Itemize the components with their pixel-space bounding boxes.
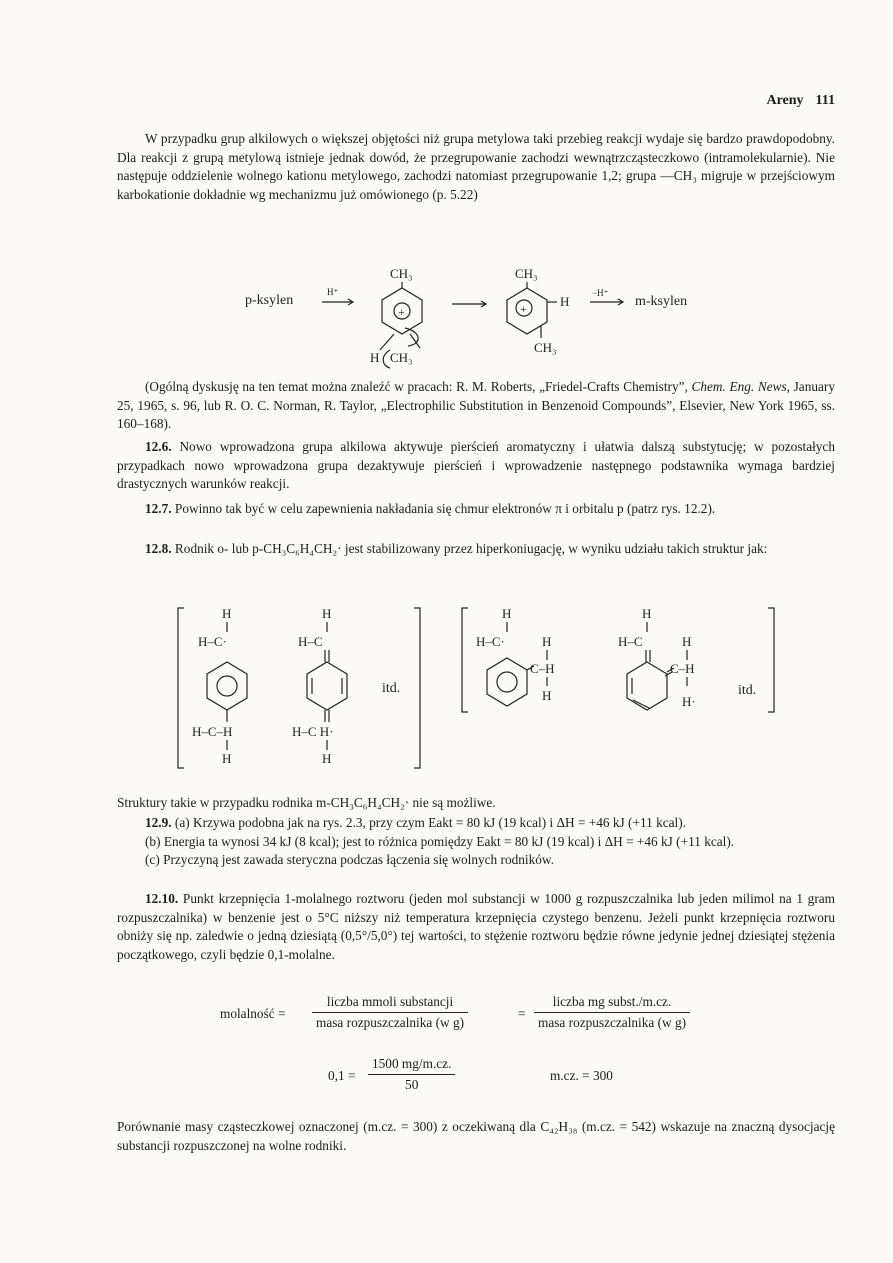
h-1: H — [370, 350, 380, 365]
page-number: 111 — [815, 93, 835, 108]
svg-text:H: H — [542, 634, 552, 649]
molality-formula: molalność = liczba mmoli substancji masa rozpuszczalnika (w g) = liczba mg subst./m.cz. masa rozpuszczalnika (w g) — [220, 992, 780, 1036]
svg-text:H: H — [502, 606, 512, 621]
ch3-top-1: CH₃ — [390, 266, 413, 281]
item-12-7: 12.7. Powinno tak być w celu zapewnienia nakładania się chmur elektronów π i orbitalu p (patrz rys. 12.2). — [145, 501, 716, 516]
bracket-left-1 — [178, 608, 184, 768]
svg-text:H–C·: H–C· — [476, 634, 505, 649]
svg-text:H–C: H–C — [298, 634, 323, 649]
item-12-10: 12.10. Punkt krzepnięcia 1-molalnego roztworu (jeden mol substancji w 1000 g rozpuszczalnika lub jeden milimol na 1 gram rozpuszczalnika) w benzenie jest o 5°C niższy niż temperatura krzepnięcia czystego benzenu. Jeżeli punkt krzepnięcia roztworu obniży się np. zaledwie o jedną dziesiątą (0,5°/5,0°) tej wartości, to stężenie roztworu będzie równe jedynie jednej dziesiątej stężenia początkowego, czyli będzie 0,1-molalne. — [117, 891, 835, 962]
end-label: m-ksylen — [635, 294, 688, 309]
arrow2-label: −H⁺ — [592, 288, 609, 298]
svg-text:C–H: C–H — [530, 661, 555, 676]
svg-text:H–C H·: H–C H· — [292, 724, 334, 739]
fraction-1: liczba mmoli substancji masa rozpuszczalnika (w g) — [312, 992, 468, 1033]
bracket-right-1 — [414, 608, 420, 768]
ring-d — [627, 662, 667, 710]
plus-1: + — [398, 305, 405, 319]
molar-mass-result: m.cz. = 300 — [550, 1068, 613, 1083]
svg-text:H: H — [542, 688, 552, 703]
svg-text:H: H — [682, 634, 692, 649]
bracket-left-2 — [462, 608, 468, 712]
arrow1-label: H⁺ — [327, 287, 339, 297]
running-title: Areny — [766, 93, 804, 108]
svg-text:H: H — [222, 606, 232, 621]
page-header — [766, 93, 835, 109]
conclusion-paragraph: Porównanie masy cząsteczkowej oznaczonej (m.cz. = 300) z oczekiwaną dla C₄₂H₃₈ (m.cz. = 542) wskazuje na znaczną dysocjację substancji rozpuszczonej na wolne rodniki. — [117, 1119, 835, 1153]
ch3-bottom-2: CH₃ — [534, 340, 557, 355]
ring-b — [307, 662, 347, 710]
start-label: p-ksylen — [245, 293, 294, 308]
svg-text:H–C–H: H–C–H — [192, 724, 233, 739]
ring-a — [207, 662, 247, 710]
item-12-8: 12.8. Rodnik o- lub p-CH₃C₆H₄CH₂· jest stabilizowany przez hiperkoniugację, w wyniku udziału takich struktur jak: — [145, 541, 768, 556]
svg-text:C–H: C–H — [670, 661, 695, 676]
item-12-6: 12.6. Nowo wprowadzona grupa alkilowa aktywuje pierścień aromatyczny i ułatwia dalszą substytucję; w pozostałych przypadkach nowo wprowadzona grupa dezaktywuje pierścień i wprowadzenie następnego podstawnika wymaga bardziej drastycznych warunków reakcji. — [117, 439, 835, 492]
svg-text:H–C: H–C — [618, 634, 643, 649]
item-12-9: 12.9. (a) Krzywa podobna jak na rys. 2.3, przy czym Eakt = 80 kJ (19 kcal) i ΔH = +46 kJ (+11 kcal). (b) Energia ta wynosi 34 kJ (8 kcal); jest to różnica pomiędzy Eakt = 80 kJ (19 kcal) i ΔH = +46 kJ (+11 kcal). (c) Przyczyną jest zawada steryczna podczas łączenia się wolnych rodników. — [145, 815, 735, 868]
svg-text:H: H — [222, 751, 232, 766]
fraction-2: liczba mg subst./m.cz. masa rozpuszczalnika (w g) — [534, 992, 690, 1033]
references-block: (Ogólną dyskusję na ten temat można znaleźć w pracach: R. M. Roberts, „Friedel-Crafts Chemistry”, Chem. Eng. News, January 25, 1965, s. 96, lub R. O. C. Norman, R. Taylor, „Electrophilic Substitution in Benzenoid Compounds”, Elsevier, New York 1965, ss. 160–168). — [117, 379, 835, 432]
h-2: H — [560, 294, 570, 309]
svg-text:H: H — [322, 751, 332, 766]
fraction-3: $\frac{1500 mg/m.cz.}{50}$ — [368, 1054, 455, 1095]
ch3-bottom-1: CH₃ — [390, 350, 413, 365]
svg-text:H–C·: H–C· — [198, 634, 227, 649]
svg-text:H: H — [322, 606, 332, 621]
svg-text:H: H — [642, 606, 652, 621]
ch3-top-2: CH₃ — [515, 266, 538, 281]
svg-text:H·: H· — [682, 694, 696, 709]
paragraph-intro: W przypadku grup alkilowych o większej objętości niż grupa metylowa taki przebieg reakcji wydaje się bardzo prawdopodobny. Dla reakcji z grupą metylową istnieje jednak dowód, że przegrupowanie zachodzi wewnątrzcząsteczkowo (intramolekularnie). Nie następuje oddzielenie wolnego kationu metylowego, zachodzi natomiast przegrupowanie 1,2; grupa —CH₃ migruje w przejściowym karbokationie dokładnie wg mechanizmu już omówionego (p. 5.22) — [117, 131, 835, 202]
ring-c — [487, 658, 527, 706]
xylene-rearrangement-scheme — [230, 262, 730, 380]
itd-1: itd. — [382, 681, 401, 696]
itd-2: itd. — [738, 683, 757, 698]
plus-2: + — [520, 302, 527, 316]
bracket-right-2 — [768, 608, 774, 712]
molar-mass-calc: 0,1 = $\frac{1500 mg/m.cz.}{50}$ m.cz. = 300 — [328, 1054, 648, 1098]
structures-note: Struktury takie w przypadku rodnika m-CH₃C₆H₄CH₂· nie są możliwe. — [117, 795, 496, 810]
resonance-structures-scheme — [170, 600, 790, 780]
